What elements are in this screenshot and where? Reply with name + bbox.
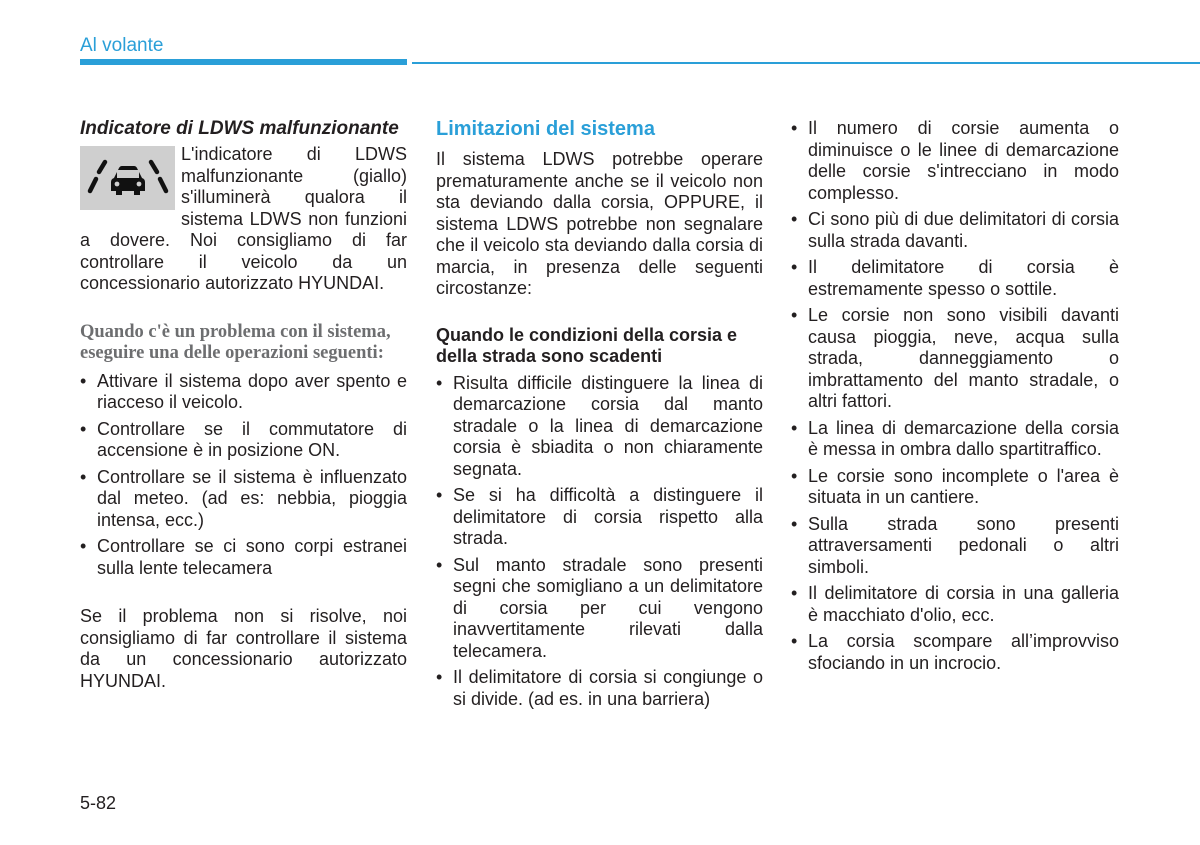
malfunction-intro bbox=[80, 144, 407, 295]
limitations-heading: Limitazioni del sistema bbox=[436, 118, 655, 140]
list-item: • Sulla strada sono presenti attraversamenti pedonali o altri simboli. bbox=[791, 514, 1119, 579]
limitations-intro: Il sistema LDWS potrebbe operare prematuramente anche se il veicolo non sta deviando dalla corsia, OPPURE, il sistema LDWS potrebbe non segnalare che il veicolo sta deviando dalla corsia di marcia, in presenza delle seguenti circostanze: bbox=[436, 149, 763, 298]
closing-paragraph: Se il problema non si risolve, noi consigliamo di far controllare il sistema da un concessionario autorizzato HYUNDAI. bbox=[80, 606, 407, 691]
problem-bullet-list bbox=[80, 371, 407, 580]
middle-column bbox=[436, 118, 763, 715]
right-column bbox=[791, 118, 1119, 679]
list-item: • Il delimitatore di corsia è estremamente spesso o sottile. bbox=[791, 257, 1119, 300]
list-item: • Le corsie sono incomplete o l'area è situata in un cantiere. bbox=[791, 466, 1119, 509]
list-item: • Ci sono più di due delimitatori di corsia sulla strada davanti. bbox=[791, 209, 1119, 252]
list-item: • La linea di demarcazione della corsia è messa in ombra dallo spartitraffico. bbox=[791, 418, 1119, 461]
header-rule-thick bbox=[80, 59, 407, 65]
problem-heading: Quando c'è un problema con il sistema, eseguire una delle operazioni seguenti: bbox=[80, 321, 391, 363]
page-number: 5-82 bbox=[80, 793, 117, 813]
list-item: • Attivare il sistema dopo aver spento e riacceso il veicolo. bbox=[80, 371, 407, 414]
lane-departure-warning-icon bbox=[80, 146, 175, 210]
list-item: • Le corsie non sono visibili davanti causa pioggia, neve, acqua sulla strada, danneggiamento o imbrattamento del manto stradale, o altri fattori. bbox=[791, 305, 1119, 413]
conditions-list bbox=[791, 118, 1119, 674]
list-item: • Controllare se ci sono corpi estranei sulla lente telecamera bbox=[80, 536, 407, 579]
list-item: • Il delimitatore di corsia in una galleria è macchiato d'olio, ecc. bbox=[791, 583, 1119, 626]
list-item: • La corsia scompare all’improvviso sfociando in un incrocio. bbox=[791, 631, 1119, 674]
malfunction-intro-text: L'indicatore di LDWS malfunzionante (giallo) s'illuminerà qualora il sistema LDWS non funzioni a dovere. Noi consigliamo di far controllare il veicolo da un concessionario autorizzato HYUNDAI. bbox=[80, 144, 407, 293]
header-rule-thin bbox=[412, 62, 1200, 64]
section-title: Al volante bbox=[80, 35, 164, 56]
list-item: • Sul manto stradale sono presenti segni che somigliano a un delimitatore di corsia per cui vengono inavvertitamente rilevati dalla telecamera. bbox=[436, 555, 763, 663]
malfunction-heading: Indicatore di LDWS malfunzionante bbox=[80, 118, 399, 139]
list-item: • Il delimitatore di corsia si congiunge o si divide. (ad es. in una barriera) bbox=[436, 667, 763, 710]
left-column bbox=[80, 118, 407, 692]
list-item: • Controllare se il commutatore di accensione è in posizione ON. bbox=[80, 419, 407, 462]
list-item: • Se si ha difficoltà a distinguere il delimitatore di corsia rispetto alla strada. bbox=[436, 485, 763, 550]
lane-conditions-subheading: Quando le condizioni della corsia e della strada sono scadenti bbox=[436, 324, 738, 366]
list-item: • Il numero di corsie aumenta o diminuisce o le linee di demarcazione delle corsie s'intrecciano in modo complesso. bbox=[791, 118, 1119, 204]
list-item: • Risulta difficile distinguere la linea di demarcazione corsia dal manto stradale o la linea di demarcazione corsia è sbiadita o non chiaramente segnata. bbox=[436, 373, 763, 481]
list-item: • Controllare se il sistema è influenzato dal meteo. (ad es: nebbia, pioggia intensa, ecc.) bbox=[80, 467, 407, 532]
lane-conditions-list bbox=[436, 373, 763, 711]
